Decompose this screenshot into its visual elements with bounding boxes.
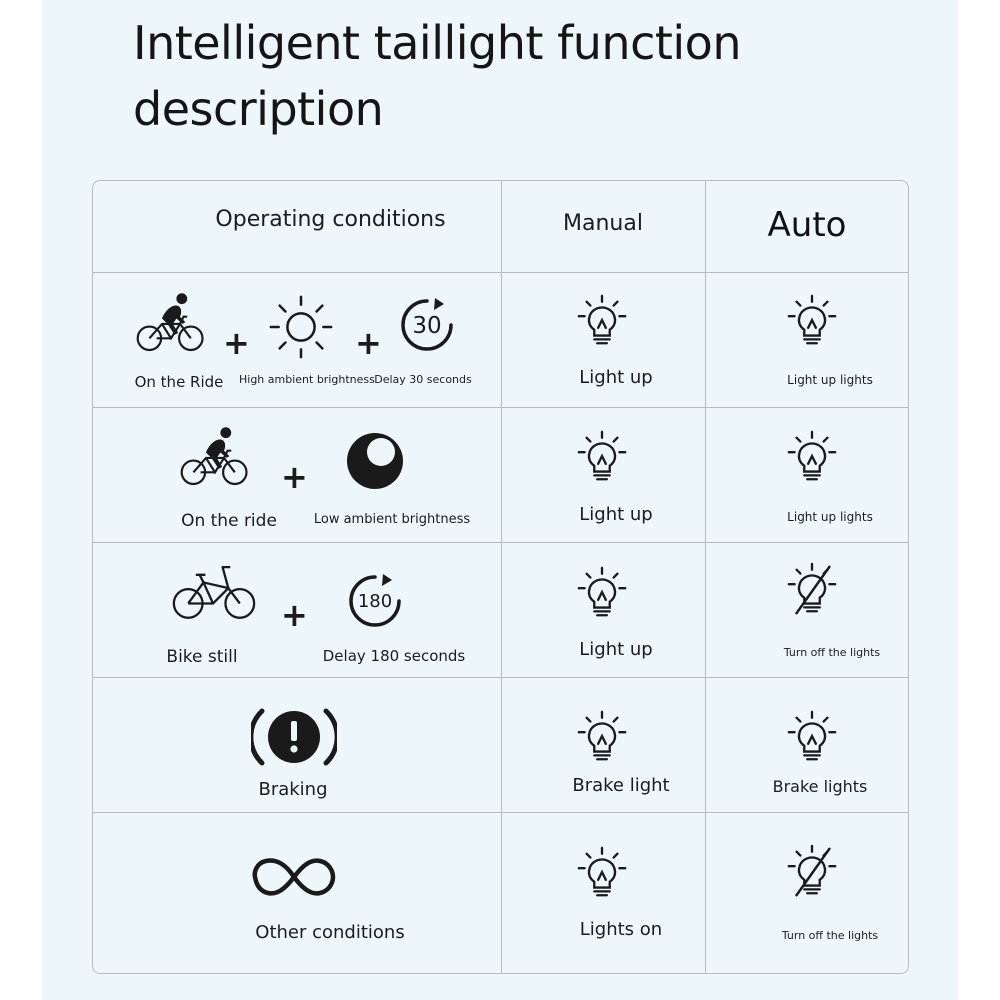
bulb-icon	[573, 293, 631, 351]
timer-value: 30	[412, 313, 442, 339]
manual-result: Brake light	[572, 775, 670, 796]
row-divider	[93, 812, 908, 813]
plus-sign: +	[281, 596, 308, 634]
column-divider	[501, 181, 502, 973]
bicycle-icon	[171, 563, 257, 621]
condition-label: Delay 180 seconds	[322, 647, 466, 665]
bulb-icon	[783, 293, 841, 351]
page-title	[133, 10, 893, 142]
condition-label: High ambient brightness	[239, 373, 375, 386]
header-auto: Auto	[767, 205, 847, 245]
condition-label: Low ambient brightness	[313, 512, 471, 527]
bulb-icon	[573, 429, 631, 487]
manual-result: Light up	[579, 639, 653, 660]
condition-label: Delay 30 seconds	[374, 373, 472, 386]
bulb-icon	[783, 429, 841, 487]
cyclist-icon	[135, 291, 207, 355]
bulb-icon	[573, 709, 631, 767]
row-divider	[93, 542, 908, 543]
bulb-icon	[573, 565, 631, 623]
condition-label: On the Ride	[134, 373, 224, 391]
infinity-icon	[251, 853, 337, 901]
timer-value: 180	[357, 591, 393, 612]
bulb-icon	[573, 845, 631, 903]
function-table	[92, 180, 909, 974]
bulb-off-icon	[783, 561, 841, 619]
condition-label: Bike still	[166, 647, 238, 667]
row-divider	[93, 677, 908, 678]
plus-sign: +	[223, 324, 250, 362]
row-divider	[93, 272, 908, 273]
manual-result: Light up	[579, 504, 653, 525]
condition-label: Other conditions	[255, 922, 405, 943]
column-divider	[705, 181, 706, 973]
bulb-off-icon	[783, 843, 841, 901]
plus-sign: +	[355, 324, 382, 362]
auto-result: Brake lights	[772, 777, 868, 796]
plus-sign: +	[281, 458, 308, 496]
title-line-2: description	[133, 82, 384, 136]
moon-icon	[345, 431, 405, 491]
manual-result: Light up	[579, 367, 653, 388]
timer-180-icon	[345, 571, 405, 631]
title-line-1: Intelligent taillight function	[133, 16, 741, 70]
condition-label: Braking	[258, 779, 328, 800]
sun-icon	[267, 293, 335, 361]
cyclist-icon	[179, 425, 251, 489]
auto-result: Turn off the lights	[781, 929, 879, 942]
manual-result: Lights on	[579, 919, 663, 940]
auto-result: Light up lights	[787, 510, 873, 524]
header-manual: Manual	[563, 211, 643, 236]
auto-result: Light up lights	[787, 373, 873, 387]
auto-result: Turn off the lights	[783, 646, 881, 659]
row-divider	[93, 407, 908, 408]
timer-30-icon	[397, 295, 457, 355]
condition-label: On the ride	[181, 511, 277, 531]
header-operating-conditions: Operating conditions	[215, 207, 446, 232]
bulb-icon	[783, 709, 841, 767]
brake-warning-icon	[251, 701, 337, 773]
